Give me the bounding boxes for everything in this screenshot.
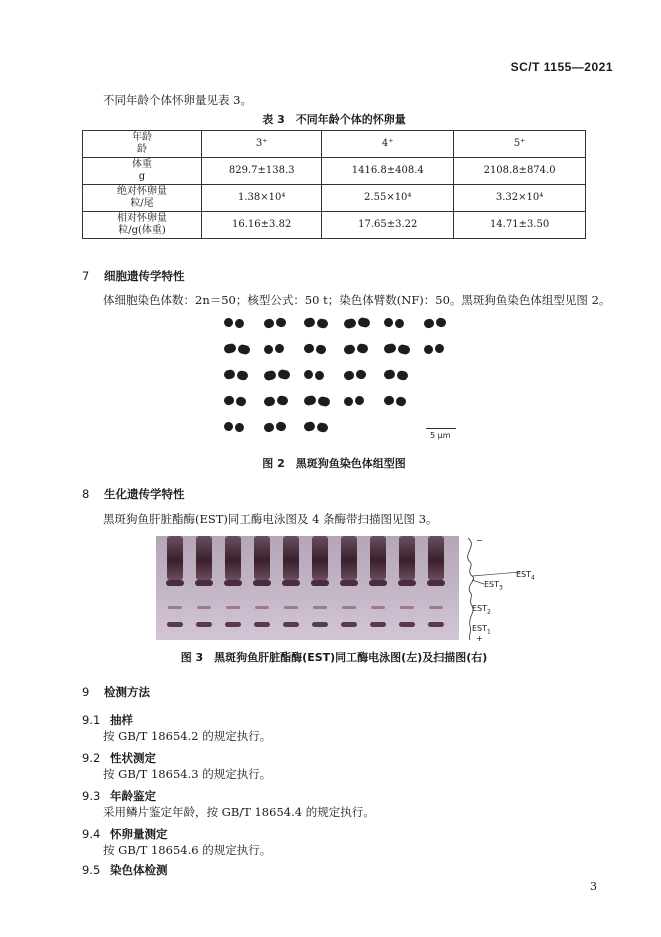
age-header: 4⁺ <box>322 131 454 158</box>
row-label-unit: 粒/尾 <box>130 198 154 209</box>
subsection-number: 9.5 <box>82 863 101 877</box>
chromosome <box>316 422 329 433</box>
row-label <box>83 158 202 185</box>
gel-band <box>253 580 271 586</box>
gel-band <box>283 622 299 627</box>
chromosome <box>235 396 247 407</box>
chromosome <box>343 318 357 329</box>
chromosome <box>223 343 237 354</box>
corner-bottom-label: 龄 <box>137 144 147 155</box>
gel-band <box>195 580 213 586</box>
gel-lane <box>425 536 447 640</box>
gel-lane <box>164 536 186 640</box>
gel-lane <box>193 536 215 640</box>
subsection-title: 怀卵量测定 <box>110 827 168 841</box>
chromosome <box>263 344 274 355</box>
table-cell: 1416.8±408.4 <box>322 158 454 185</box>
table-cell: 3.32×10⁴ <box>454 185 586 212</box>
chromosome <box>434 343 445 354</box>
gel-band <box>255 606 269 609</box>
gel-band <box>399 622 415 627</box>
gel-band <box>369 580 387 586</box>
section-7-text: 体细胞染色体数：2n＝50；核型公式：50 t；染色体臂数(NF)：50。黑斑狗鱼染色体组型见图 2。 <box>103 293 611 307</box>
gel-band <box>254 536 270 580</box>
subsection-9-4-heading <box>82 826 168 842</box>
section-8-heading <box>82 486 185 502</box>
chromosome <box>275 421 287 432</box>
subsection-title: 性状测定 <box>110 751 156 765</box>
est2-label: $EST_2$ <box>472 604 491 616</box>
gel-band <box>400 606 414 609</box>
gel-band <box>311 580 329 586</box>
section-title: 细胞遗传学特性 <box>104 269 185 283</box>
chromosome <box>394 318 405 329</box>
chromosome <box>263 396 276 407</box>
gel-lane <box>309 536 331 640</box>
chromosome <box>303 343 315 354</box>
gel-band <box>224 580 242 586</box>
subsection-9-3-text: 采用鳞片鉴定年龄，按 GB/T 18654.4 的规定执行。 <box>103 805 375 819</box>
gel-band <box>226 606 240 609</box>
chromosome <box>397 344 411 355</box>
gel-lane <box>251 536 273 640</box>
gel-band <box>312 536 328 580</box>
gel-band <box>399 536 415 580</box>
page-number: 3 <box>590 880 597 893</box>
chromosome <box>383 395 395 406</box>
table-caption: 表 3 不同年龄个体的怀卵量 <box>262 113 406 126</box>
table-row <box>83 212 586 239</box>
gel-band <box>196 622 212 627</box>
chromosome <box>223 421 234 432</box>
gel-band <box>312 622 328 627</box>
chromosome <box>303 395 317 406</box>
chromosome <box>316 318 329 329</box>
table-cell: 2.55×10⁴ <box>322 185 454 212</box>
gel-band <box>342 606 356 609</box>
row-label <box>83 185 202 212</box>
table-row <box>83 158 586 185</box>
subsection-9-3-heading <box>82 788 156 804</box>
table-row <box>83 185 586 212</box>
table-header-row <box>83 131 586 158</box>
table-cell: 17.65±3.22 <box>322 212 454 239</box>
chromosome <box>236 370 249 381</box>
intro-sentence: 不同年龄个体怀卵量见表 3。 <box>103 93 252 107</box>
chromosome <box>303 421 316 432</box>
gel-band <box>166 580 184 586</box>
chromosome <box>343 370 355 381</box>
chromosome <box>396 370 409 381</box>
chromosome <box>395 396 407 407</box>
chromosome <box>274 343 285 354</box>
gel-band <box>167 622 183 627</box>
gel-band <box>340 580 358 586</box>
subsection-9-2-heading <box>82 750 156 766</box>
gel-band <box>254 622 270 627</box>
gel-lane <box>338 536 360 640</box>
chromosome <box>275 317 287 328</box>
subsection-9-4-text: 按 GB/T 18654.6 的规定执行。 <box>103 843 272 857</box>
section-title: 检测方法 <box>104 685 150 699</box>
chromosome <box>223 369 236 380</box>
gel-band <box>371 606 385 609</box>
chromosome <box>343 344 356 355</box>
subsection-title: 年龄鉴定 <box>110 789 156 803</box>
row-label-unit: 粒/g(体重) <box>118 225 166 236</box>
section-number: 9 <box>82 685 90 699</box>
subsection-9-1-text: 按 GB/T 18654.2 的规定执行。 <box>103 729 272 743</box>
table-cell: 829.7±138.3 <box>202 158 322 185</box>
table-cell: 1.38×10⁴ <box>202 185 322 212</box>
gel-band <box>284 606 298 609</box>
gel-lane <box>280 536 302 640</box>
section-9-heading <box>82 684 150 700</box>
chromosome <box>263 422 275 433</box>
chromosome <box>263 318 275 329</box>
densitometry-scan <box>460 536 535 643</box>
table-cell: 14.71±3.50 <box>454 212 586 239</box>
chromosome <box>423 344 434 355</box>
cathode-label: − <box>476 536 483 545</box>
gel-lane <box>222 536 244 640</box>
scale-label: 5 μm <box>430 431 451 440</box>
est4-label: $EST_4$ <box>516 570 535 582</box>
gel-band <box>167 536 183 580</box>
chromosome <box>435 317 447 328</box>
gel-band <box>428 536 444 580</box>
subsection-number: 9.4 <box>82 827 101 841</box>
row-label-main: 相对怀卵量 <box>117 213 167 224</box>
age-header: 3⁺ <box>202 131 322 158</box>
gel-band <box>283 536 299 580</box>
subsection-number: 9.3 <box>82 789 101 803</box>
row-label-main: 体重 <box>132 159 152 170</box>
row-label-unit: g <box>138 171 146 182</box>
chromosome <box>234 318 245 329</box>
chromosome <box>234 422 245 433</box>
gel-band <box>370 536 386 580</box>
standard-code: SC/T 1155—2021 <box>510 60 613 74</box>
age-header: 5⁺ <box>454 131 586 158</box>
section-number: 8 <box>82 487 90 501</box>
gel-band <box>197 606 211 609</box>
chromosome <box>314 370 325 381</box>
chromosome <box>276 395 289 406</box>
row-label <box>83 212 202 239</box>
chromosome <box>223 317 234 328</box>
gel-lane <box>396 536 418 640</box>
chromosome <box>383 317 394 328</box>
table-corner-cell <box>83 131 202 158</box>
gel-lane <box>367 536 389 640</box>
chromosome <box>317 396 331 407</box>
subsection-title: 染色体检测 <box>110 863 168 877</box>
gel-band <box>341 536 357 580</box>
gel-band <box>428 622 444 627</box>
figure-2-caption: 图 2 黑斑狗鱼染色体组型图 <box>262 457 406 470</box>
subsection-9-2-text: 按 GB/T 18654.3 的规定执行。 <box>103 767 272 781</box>
gel-band <box>196 536 212 580</box>
gel-band <box>398 580 416 586</box>
gel-band <box>282 580 300 586</box>
chromosome <box>303 317 316 328</box>
gel-band <box>341 622 357 627</box>
subsection-9-1-heading <box>82 712 133 728</box>
subsection-9-5-heading <box>82 862 168 878</box>
figure-3-caption: 图 3 黑斑狗鱼肝脏酯酶(EST)同工酶电泳图(左)及扫描图(右) <box>180 651 488 664</box>
anode-label: + <box>476 634 483 643</box>
section-title: 生化遗传学特性 <box>104 487 185 501</box>
row-label-main: 绝对怀卵量 <box>117 186 167 197</box>
chromosome <box>343 396 354 407</box>
gel-band <box>427 580 445 586</box>
chromosome <box>354 395 365 406</box>
karyotype-figure <box>224 318 464 446</box>
section-8-text: 黑斑狗鱼肝脏酯酶(EST)同工酶电泳图及 4 条酶带扫描图见图 3。 <box>103 512 438 526</box>
gel-band <box>225 536 241 580</box>
chromosome <box>357 317 371 328</box>
gel-band <box>225 622 241 627</box>
chromosome <box>355 369 367 380</box>
section-7-heading <box>82 268 185 284</box>
chromosome <box>383 369 396 380</box>
table-cell: 16.16±3.82 <box>202 212 322 239</box>
gel-band <box>370 622 386 627</box>
chromosome <box>277 369 291 380</box>
est3-label: $EST_3$ <box>484 580 503 592</box>
table-cell: 2108.8±874.0 <box>454 158 586 185</box>
gel-band <box>313 606 327 609</box>
corner-top-label: 年龄 <box>132 132 152 143</box>
electrophoresis-gel-image <box>156 536 459 640</box>
chromosome <box>223 395 235 406</box>
chromosome <box>315 344 327 355</box>
subsection-number: 9.1 <box>82 713 101 727</box>
chromosome <box>356 343 369 354</box>
chromosome <box>237 344 251 355</box>
scale-bar <box>426 428 456 429</box>
subsection-title: 抽样 <box>110 713 133 727</box>
gel-band <box>429 606 443 609</box>
est1-label: $EST_1$ <box>472 624 491 636</box>
subsection-number: 9.2 <box>82 751 101 765</box>
gel-band <box>168 606 182 609</box>
chromosome <box>303 369 314 380</box>
chromosome <box>263 370 277 381</box>
chromosome <box>383 343 397 354</box>
section-number: 7 <box>82 269 90 283</box>
fecundity-table <box>82 130 586 239</box>
chromosome <box>423 318 435 329</box>
